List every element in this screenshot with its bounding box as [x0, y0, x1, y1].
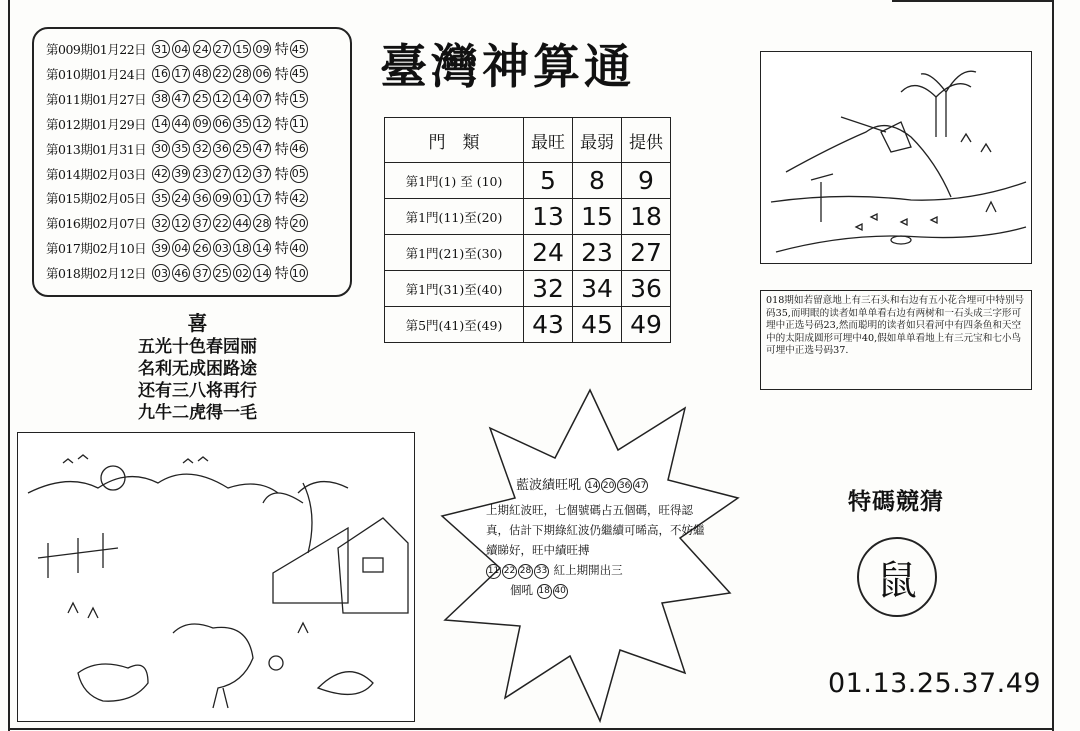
number-ball: 03	[213, 239, 231, 257]
hill-outline	[786, 126, 951, 197]
number-ball: 02	[233, 264, 251, 282]
star-number-ball: 18	[537, 584, 552, 599]
number-ball: 28	[253, 214, 271, 232]
draw-row	[46, 113, 310, 135]
number-ball: 14	[253, 239, 271, 257]
number-ball: 16	[152, 65, 170, 83]
number-ball: 48	[193, 65, 211, 83]
poem-heading: 喜	[187, 311, 208, 335]
header-coldest: 最弱	[573, 118, 622, 163]
number-ball: 44	[172, 115, 190, 133]
ball-object	[269, 656, 283, 670]
number-ball: 25	[193, 90, 211, 108]
range-row	[385, 307, 671, 343]
number-ball: 35	[233, 115, 251, 133]
number-ball: 47	[172, 90, 190, 108]
star-number-ball: 22	[502, 564, 517, 579]
draw-label: 第010期01月24日	[46, 66, 147, 82]
special-guess-title: 特碼競猜	[848, 488, 944, 515]
starburst-content	[486, 476, 706, 600]
number-ball: 06	[253, 65, 271, 83]
number-ball: 37	[253, 165, 271, 183]
star-number-ball: 36	[617, 478, 632, 493]
star-heading-balls	[585, 478, 649, 493]
range-value: 9	[622, 163, 671, 199]
number-ball: 44	[233, 214, 251, 232]
draw-row	[46, 212, 310, 234]
ingot	[891, 236, 911, 244]
poem-line: 还有三八将再行	[138, 381, 257, 401]
special-number-ball: 20	[290, 214, 308, 232]
number-ball: 36	[193, 189, 211, 207]
number-ball: 39	[152, 239, 170, 257]
number-ball: 12	[213, 90, 231, 108]
special-marker: 特	[274, 166, 289, 183]
picked-numbers: 01.13.25.37.49	[828, 668, 1042, 699]
number-ball: 32	[152, 214, 170, 232]
number-ball: 35	[152, 189, 170, 207]
number-ball: 27	[213, 165, 231, 183]
plants	[68, 603, 308, 633]
range-label: 第1門(31)至(40)	[385, 271, 524, 307]
number-ball: 28	[233, 65, 251, 83]
star-tail-balls	[537, 583, 569, 597]
star-tail-line	[510, 580, 706, 600]
star-number-ball: 14	[585, 478, 600, 493]
number-ball: 17	[172, 65, 190, 83]
small-flowers	[961, 134, 996, 212]
spear	[841, 117, 886, 132]
star-red-text: 紅上期開出三	[553, 563, 623, 577]
draw-row	[46, 262, 310, 284]
number-ball: 12	[233, 165, 251, 183]
star-number-ball: 20	[601, 478, 616, 493]
range-value: 49	[622, 307, 671, 343]
number-ball: 22	[213, 214, 231, 232]
birds	[63, 455, 208, 463]
riddle-note: 018期如若留意地上有三石头和右边有五小花合埋可中特别号码35,而明眼的读者如单单看右边有两树和一石头成三字形可埋中正选号码23,然而聪明的读者如只看河中有四条鱼和天空中的太阳成圆形可埋中40,假如单单看地上有三元宝和七小鸟可埋中正选号码37.	[760, 290, 1032, 390]
special-number-ball: 42	[290, 189, 308, 207]
rock-figure	[881, 122, 911, 152]
range-value: 32	[524, 271, 573, 307]
special-number-ball: 46	[290, 140, 308, 158]
range-value: 27	[622, 235, 671, 271]
star-body: 上期紅波旺，七個號碼占五個碼，旺得認真，估計下期綠紅波仍繼續可晞高，不妨繼續睇好，旺中績旺搏	[486, 503, 705, 557]
riddle-scene-drawing	[761, 52, 1031, 262]
star-red-balls	[486, 563, 550, 577]
number-ball: 01	[233, 189, 251, 207]
draw-row	[46, 38, 310, 60]
special-number-ball: 05	[290, 165, 308, 183]
draw-row	[46, 187, 310, 209]
range-value: 34	[573, 271, 622, 307]
draw-label: 第014期02月03日	[46, 166, 147, 182]
number-ball: 26	[193, 239, 211, 257]
star-number-ball: 28	[518, 564, 533, 579]
number-ball: 27	[213, 40, 231, 58]
range-row	[385, 199, 671, 235]
special-marker: 特	[274, 191, 289, 208]
number-ball: 37	[193, 214, 211, 232]
draw-row	[46, 138, 310, 160]
draw-label: 第012期01月29日	[46, 116, 147, 132]
number-ball: 09	[193, 115, 211, 133]
range-table-header-row	[385, 118, 671, 163]
range-label: 第1門(21)至(30)	[385, 235, 524, 271]
number-ball: 07	[253, 90, 271, 108]
star-red-line	[486, 560, 706, 580]
draw-label: 第018期02月12日	[46, 266, 147, 282]
special-number-ball: 11	[290, 115, 308, 133]
number-ball: 15	[233, 40, 251, 58]
number-ball: 14	[253, 264, 271, 282]
range-table-body	[385, 163, 671, 343]
range-value: 23	[573, 235, 622, 271]
range-table	[384, 117, 671, 343]
range-value: 13	[524, 199, 573, 235]
number-ball: 03	[152, 264, 170, 282]
number-ball: 09	[253, 40, 271, 58]
header-provided: 提供	[622, 118, 671, 163]
number-ball: 36	[213, 140, 231, 158]
special-marker: 特	[274, 42, 289, 58]
frame-right-border	[1052, 0, 1054, 731]
range-value: 18	[622, 199, 671, 235]
number-ball: 18	[233, 239, 251, 257]
number-ball: 09	[213, 189, 231, 207]
number-ball: 22	[213, 65, 231, 83]
draw-row	[46, 88, 310, 110]
star-tail-text: 個吼	[510, 583, 533, 597]
special-marker: 特	[274, 141, 289, 158]
range-row	[385, 163, 671, 199]
number-ball: 46	[172, 264, 190, 282]
number-ball: 25	[213, 264, 231, 282]
special-number-ball: 40	[290, 239, 308, 257]
frame-bottom-border	[8, 728, 1054, 730]
number-ball: 04	[172, 239, 190, 257]
star-number-ball: 33	[534, 564, 549, 579]
draw-label: 第011期01月27日	[46, 91, 147, 107]
special-marker: 特	[274, 241, 289, 258]
range-value: 8	[573, 163, 622, 199]
number-ball: 42	[152, 165, 170, 183]
number-ball: 12	[172, 214, 190, 232]
draw-row	[46, 63, 310, 85]
range-value: 5	[524, 163, 573, 199]
frame-top-tab	[892, 0, 1052, 2]
star-number-ball: 47	[633, 478, 648, 493]
special-number-ball: 45	[290, 65, 308, 83]
poem-line: 五光十色春园丽	[138, 337, 257, 357]
fish	[856, 214, 937, 230]
draw-label: 第015期02月05日	[46, 191, 147, 207]
number-ball: 35	[172, 140, 190, 158]
number-ball: 06	[213, 115, 231, 133]
range-label: 第1門(11)至(20)	[385, 199, 524, 235]
header-hottest: 最旺	[524, 118, 573, 163]
range-value: 36	[622, 271, 671, 307]
number-ball: 30	[152, 140, 170, 158]
star-number-ball: 40	[553, 584, 568, 599]
number-ball: 23	[193, 165, 211, 183]
river-bank-top	[771, 182, 1026, 202]
star-heading: 藍波績旺吼	[516, 478, 582, 493]
zodiac-circle	[857, 537, 937, 617]
draw-row	[46, 163, 310, 185]
number-ball: 14	[233, 90, 251, 108]
number-ball: 24	[193, 40, 211, 58]
number-ball: 47	[253, 140, 271, 158]
special-number-ball: 45	[290, 40, 308, 58]
house-window	[363, 558, 383, 572]
hen	[78, 664, 148, 701]
number-ball: 12	[253, 115, 271, 133]
draw-label: 第016期02月07日	[46, 216, 147, 232]
riddle-scene-picture	[760, 51, 1032, 264]
star-heading-line	[516, 476, 706, 496]
star-number-ball: 11	[486, 564, 501, 579]
special-marker: 特	[274, 116, 289, 133]
basket	[318, 672, 373, 695]
special-marker: 特	[274, 266, 289, 283]
zodiac-char: 鼠	[877, 557, 917, 604]
special-marker: 特	[274, 91, 289, 108]
number-ball: 39	[172, 165, 190, 183]
number-ball: 32	[193, 140, 211, 158]
number-ball: 14	[152, 115, 170, 133]
poem-line: 九牛二虎得一毛	[138, 403, 257, 423]
draw-label: 第013期01月31日	[46, 141, 147, 157]
poem-line: 名利无成困路途	[138, 359, 257, 379]
river-bank-bottom	[776, 227, 1026, 252]
number-ball: 04	[172, 40, 190, 58]
header-category: 門 類	[385, 118, 524, 163]
tree	[263, 482, 348, 553]
range-value: 43	[524, 307, 573, 343]
rooster	[173, 624, 253, 708]
special-number-ball: 10	[290, 264, 308, 282]
number-ball: 25	[233, 140, 251, 158]
tree-trunks	[936, 92, 946, 137]
range-value: 24	[524, 235, 573, 271]
number-ball: 17	[253, 189, 271, 207]
number-ball: 24	[172, 189, 190, 207]
range-value: 45	[573, 307, 622, 343]
tree-leaves	[901, 71, 976, 97]
farm-scene-drawing	[18, 433, 414, 721]
special-number-ball: 15	[290, 90, 308, 108]
fence-left	[38, 533, 118, 578]
page-title: 臺灣神算通	[380, 40, 635, 95]
number-ball: 31	[152, 40, 170, 58]
frame-left-border	[8, 0, 10, 731]
draw-label: 第009期01月22日	[46, 42, 147, 57]
mountains	[28, 474, 278, 493]
draw-label: 第017期02月10日	[46, 241, 147, 257]
range-row	[385, 271, 671, 307]
range-label: 第5門(41)至(49)	[385, 307, 524, 343]
poem-block	[138, 312, 257, 424]
range-label: 第1門(1) 至 (10)	[385, 163, 524, 199]
range-row	[385, 235, 671, 271]
range-value: 15	[573, 199, 622, 235]
number-ball: 37	[193, 264, 211, 282]
draw-row	[46, 237, 310, 259]
farm-scene-picture	[17, 432, 415, 722]
special-marker: 特	[274, 66, 289, 83]
number-ball: 38	[152, 90, 170, 108]
special-marker: 特	[274, 216, 289, 233]
